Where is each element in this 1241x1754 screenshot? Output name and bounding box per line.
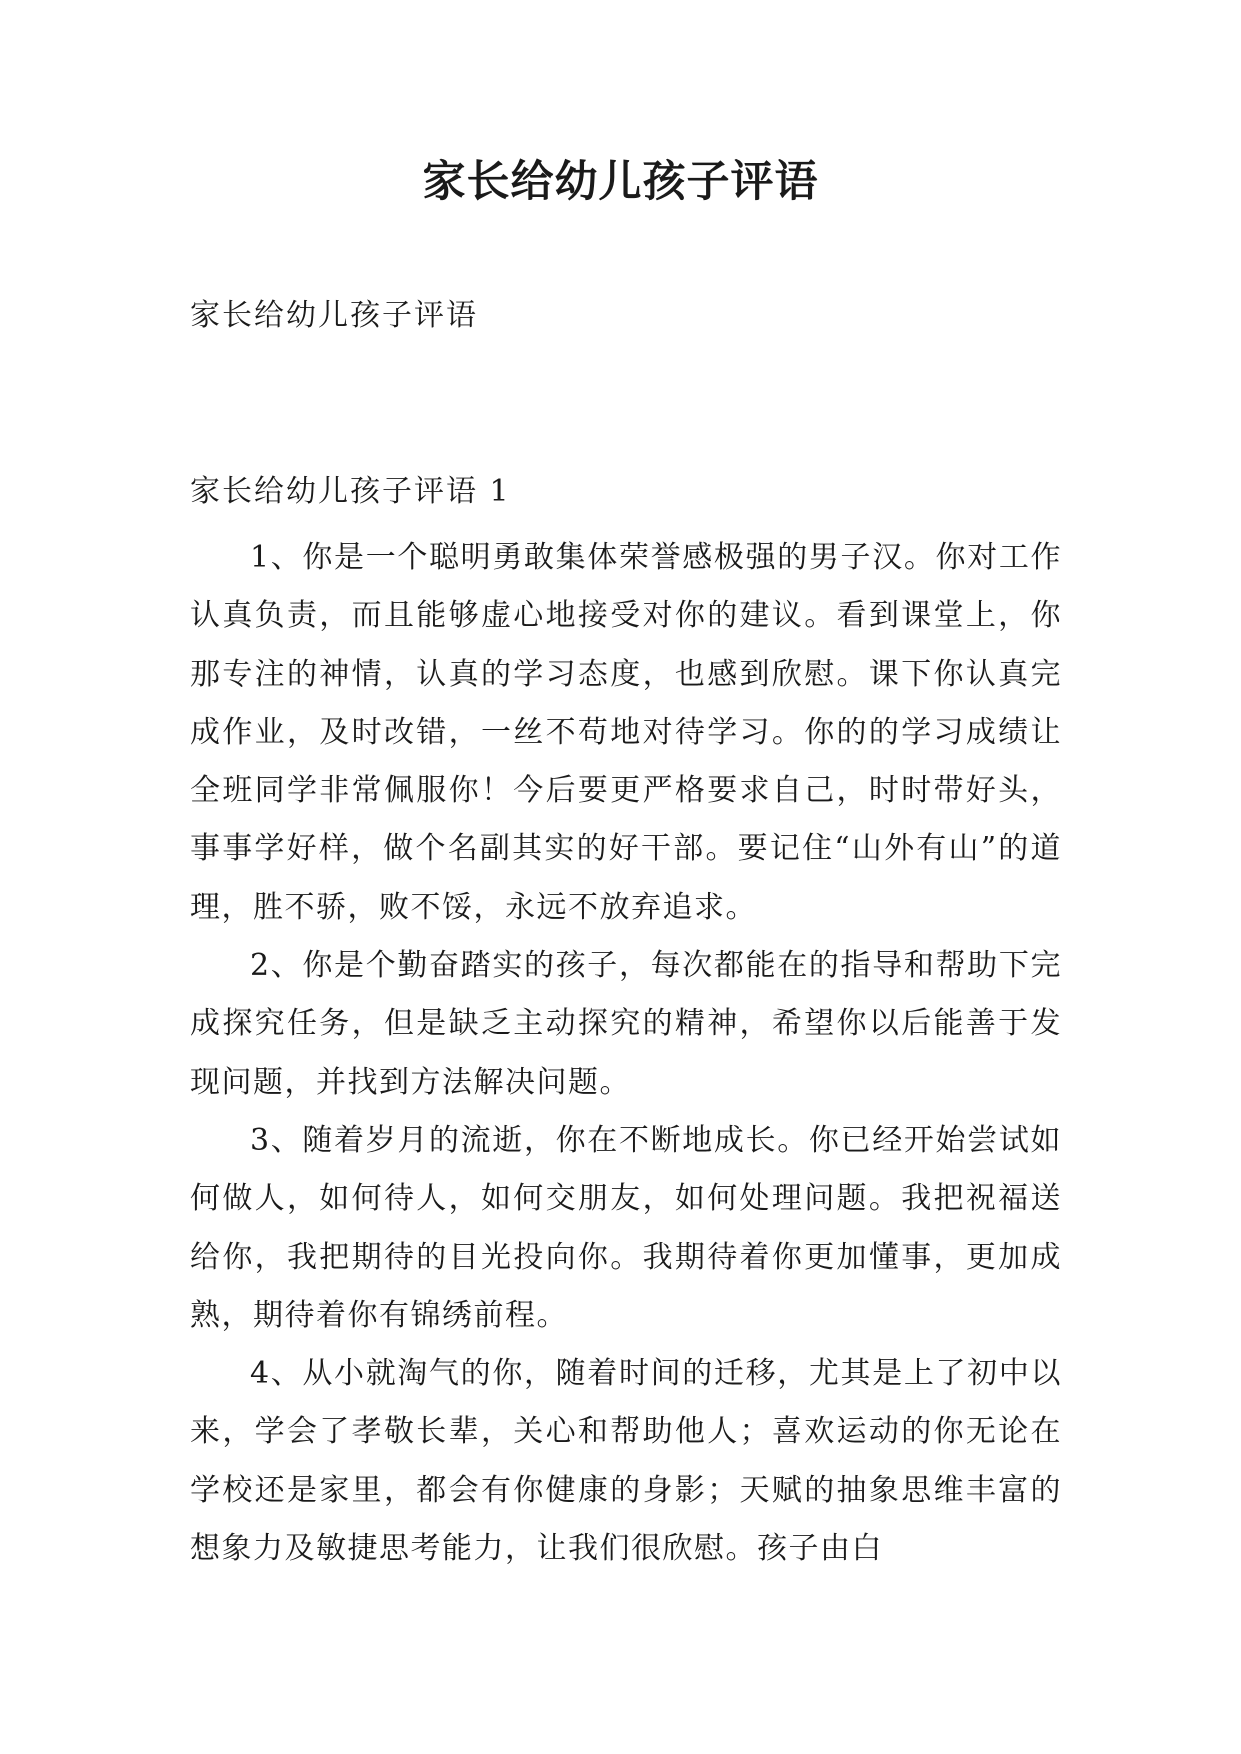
- paragraph-4: 4、从小就淘气的你，随着时间的迁移，尤其是上了初中以来，学会了孝敬长辈，关心和帮助他人；喜欢运动的你无论在学校还是家里，都会有你健康的身影；天赋的抽象思维丰富的想象力及敏捷思考能力，让我们很欣慰。孩子由白: [190, 1356, 1062, 1567]
- body-text: [190, 529, 1062, 1578]
- section-heading: 家长给幼儿孩子评语 1: [190, 474, 511, 509]
- paragraph-1: 1、你是一个聪明勇敢集体荣誉感极强的男子汉。你对工作认真负责，而且能够虚心地接受对你的建议。看到课堂上，你那专注的神情，认真的学习态度，也感到欣慰。课下你认真完成作业，及时改错，一丝不苟地对待学习。你的的学习成绩让全班同学非常佩服你！今后要更严格要求自己，时时带好头，事事学好样，做个名副其实的好干部。要记住“山外有山”的道理，胜不骄，败不馁，永远不放弃追求。: [190, 540, 1062, 925]
- paragraph-3: 3、随着岁月的流逝，你在不断地成长。你已经开始尝试如何做人，如何待人，如何交朋友，如何处理问题。我把祝福送给你，我把期待的目光投向你。我期待着你更加懂事，更加成熟，期待着你有锦绣前程。: [190, 1122, 1062, 1333]
- document-subtitle: 家长给幼儿孩子评语: [190, 298, 478, 333]
- document-title: 家长给幼儿孩子评语: [422, 157, 819, 207]
- paragraph-2: 2、你是个勤奋踏实的孩子，每次都能在的指导和帮助下完成探究任务，但是缺乏主动探究的精神，希望你以后能善于发现问题，并找到方法解决问题。: [190, 948, 1062, 1100]
